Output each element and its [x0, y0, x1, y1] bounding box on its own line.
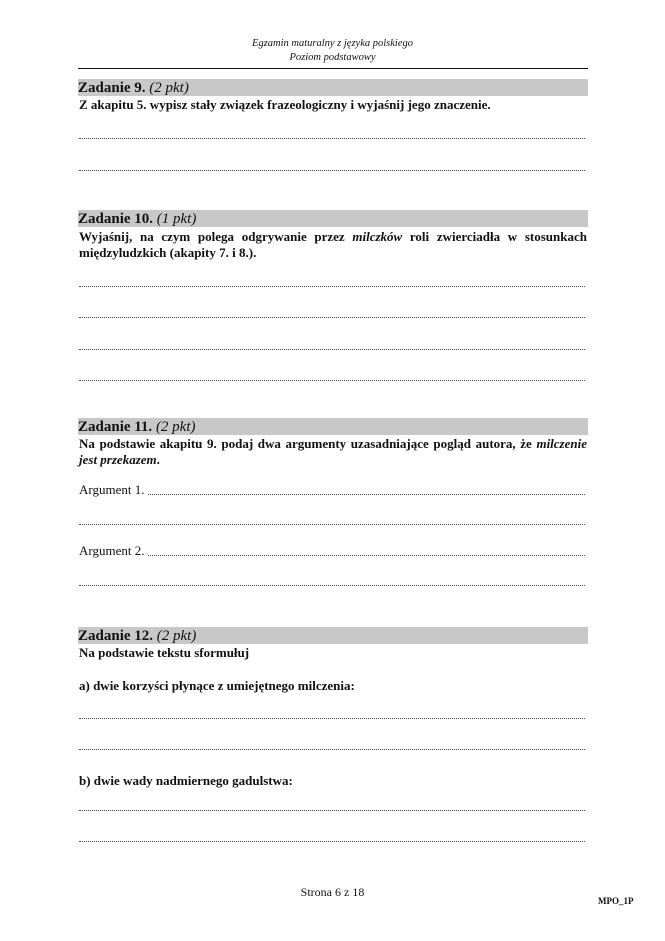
argument-1-label: Argument 1.	[79, 482, 147, 498]
page-number: Strona 6 z 18	[300, 885, 365, 899]
task-points: (2 pkt)	[156, 628, 197, 644]
task-points: (1 pkt)	[156, 211, 197, 227]
answer-line[interactable]	[79, 524, 585, 525]
instruction-emphasis: milczenie jest przekazem	[79, 436, 587, 467]
instruction-text: roli zwierciadła w stosunkach międzyludzkich (akapity 7. i 8.).	[79, 229, 587, 260]
answer-line[interactable]	[79, 349, 585, 350]
instruction-emphasis: milczków	[352, 229, 403, 244]
task-points: (2 pkt)	[155, 419, 196, 435]
task-12-heading	[78, 627, 588, 644]
task-title: Zadanie 11.	[78, 419, 153, 435]
task-12-part-b: b) dwie wady nadmiernego gadulstwa:	[79, 773, 293, 788]
task-9-heading	[78, 79, 588, 96]
task-title: Zadanie 12.	[78, 628, 154, 644]
task-11-instruction	[79, 436, 587, 468]
answer-line[interactable]	[79, 380, 585, 381]
argument-2-label: Argument 2.	[79, 543, 147, 559]
answer-line[interactable]	[79, 317, 585, 318]
task-10-heading	[78, 210, 588, 227]
instruction-text: Na podstawie akapitu 9. podaj dwa argumenty uzasadniające pogląd autora, że	[79, 436, 537, 451]
task-9-instruction: Z akapitu 5. wypisz stały związek frazeologiczny i wyjaśnij jego znaczenie.	[79, 97, 491, 112]
task-10-instruction	[79, 229, 587, 261]
answer-line[interactable]	[79, 585, 585, 586]
header-line-2: Poziom podstawowy	[289, 52, 376, 63]
task-title: Zadanie 9.	[78, 80, 146, 96]
answer-line[interactable]	[79, 841, 585, 842]
instruction-text: Wyjaśnij, na czym polega odgrywanie przez	[79, 229, 353, 244]
header-line-1: Egzamin maturalny z języka polskiego	[252, 38, 413, 49]
task-12-part-a: a) dwie korzyści płynące z umiejętnego milczenia:	[79, 678, 355, 693]
answer-line[interactable]	[79, 749, 585, 750]
task-11-heading	[78, 418, 588, 435]
answer-line[interactable]	[79, 170, 585, 171]
header-rule	[78, 68, 588, 69]
answer-line[interactable]	[79, 494, 585, 495]
answer-line[interactable]	[79, 718, 585, 719]
task-title: Zadanie 10.	[78, 211, 154, 227]
task-12-instruction: Na podstawie tekstu sformułuj	[79, 645, 250, 660]
answer-line[interactable]	[79, 555, 585, 556]
answer-line[interactable]	[79, 286, 585, 287]
task-points: (2 pkt)	[149, 80, 189, 96]
instruction-text: .	[156, 452, 160, 467]
answer-line[interactable]	[79, 138, 585, 139]
answer-line[interactable]	[79, 810, 585, 811]
exam-code: MPO_1P	[598, 896, 634, 906]
